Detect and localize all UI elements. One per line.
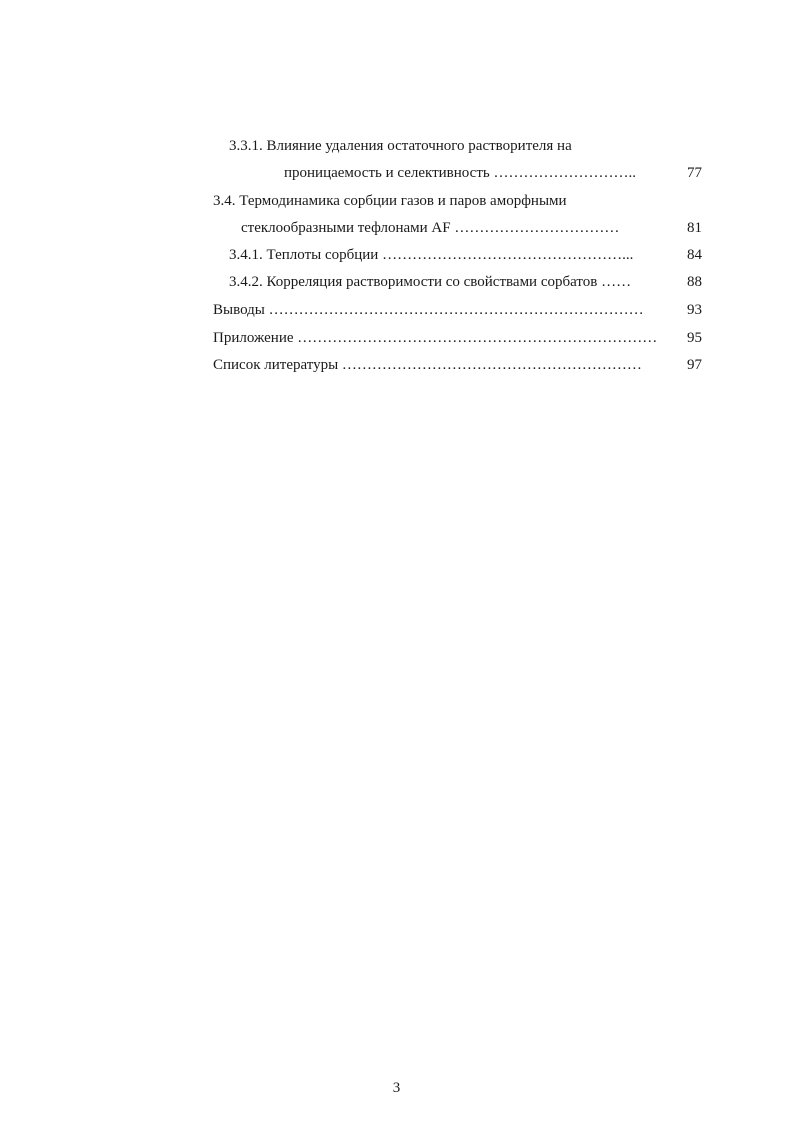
- toc-page-number: 93: [687, 302, 702, 318]
- toc-page-number: 81: [687, 220, 702, 236]
- page-number-footer: 3: [392, 1080, 401, 1096]
- toc-entry-3-4-1: 3.4.1. Теплоты сорбции …………………………………………...: [229, 247, 634, 263]
- toc-page-number: 88: [687, 274, 702, 290]
- toc-page-number: 97: [687, 357, 702, 373]
- toc-entry-3-4-line-2: стеклообразными тефлонами AF ……………………………: [241, 220, 620, 236]
- toc-entry-3-4-2: 3.4.2. Корреляция растворимости со свойствами сорбатов ……: [229, 274, 632, 290]
- toc-entry-3-3-1-line-1: 3.3.1. Влияние удаления остаточного растворителя на: [229, 138, 572, 154]
- toc-page-number: 84: [687, 247, 702, 263]
- toc-entry-conclusions: Выводы …………………………………………………………………: [213, 302, 644, 318]
- toc-page-number: 95: [687, 330, 702, 346]
- toc-page-number: 77: [687, 165, 702, 181]
- toc-entry-appendix: Приложение ………………………………………………………………: [213, 330, 658, 346]
- toc-entry-3-4-line-1: 3.4. Термодинамика сорбции газов и паров аморфными: [213, 193, 567, 209]
- toc-entry-3-3-1-line-2: проницаемость и селективность ………………………..: [284, 165, 636, 181]
- toc-entry-references: Список литературы ……………………………………………………: [213, 357, 642, 373]
